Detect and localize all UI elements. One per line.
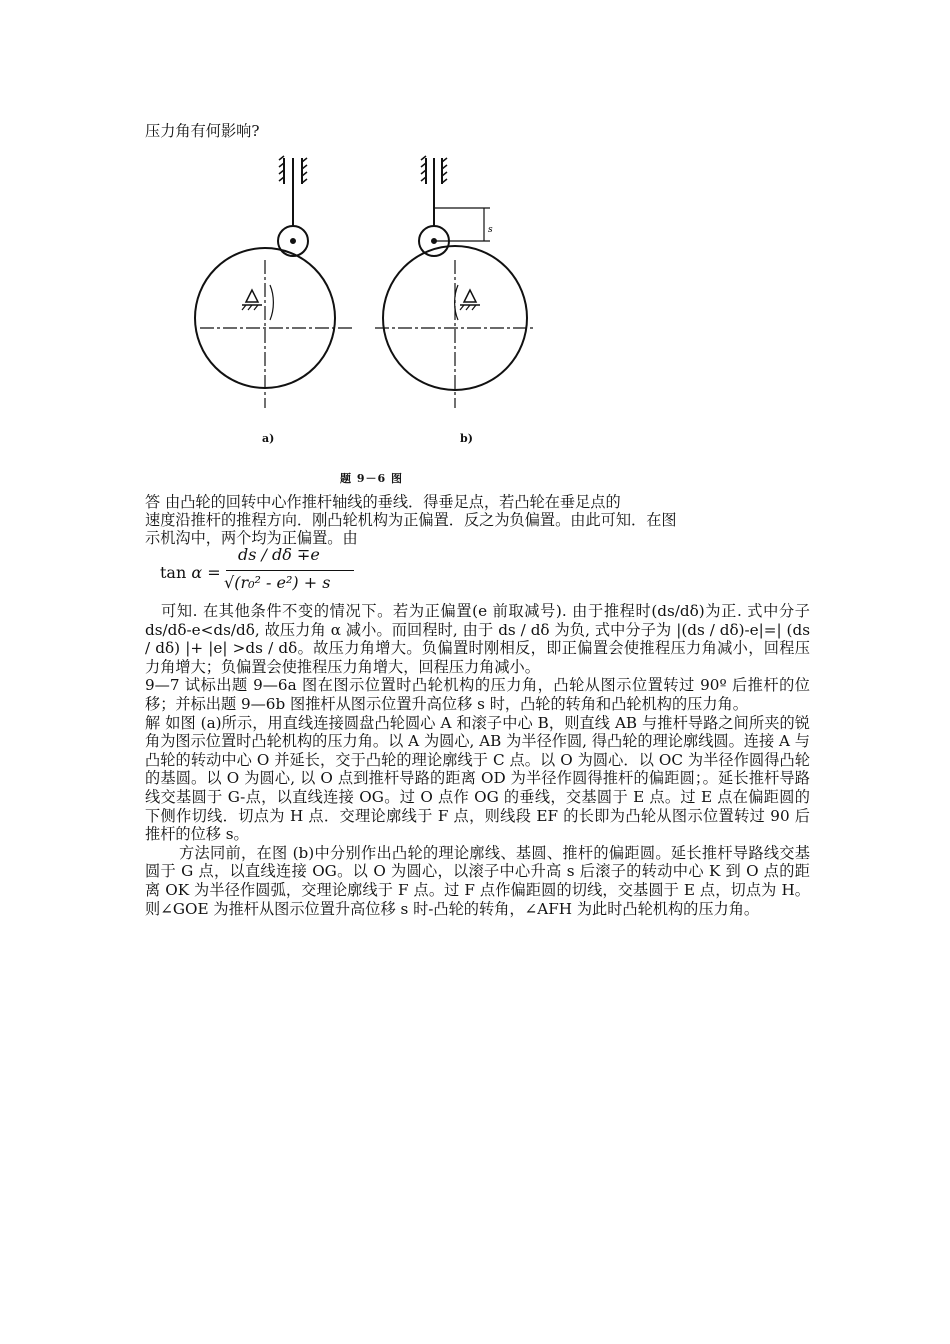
pivot-a — [246, 290, 258, 302]
formula-denominator: √(r₀² - e²) + s — [224, 573, 331, 592]
answer-line-3: 示机沟中，两个均为正偏置。由 — [145, 529, 358, 547]
answer-line-2: 速度沿推杆的推程方向．刚凸轮机构为正偏置．反之为负偏置。由此可知．在图 — [145, 511, 677, 529]
pressure-angle-formula: tan α = ds / dδ ∓e √(r₀² - e²) + s — [160, 545, 360, 603]
pivot-b — [464, 290, 476, 302]
fraction-bar — [226, 570, 354, 571]
question-tail: 压力角有何影响? — [145, 122, 260, 140]
cam-mechanism-figure — [170, 140, 590, 440]
formula-numerator: ds / dδ ∓e — [238, 545, 320, 564]
answer-line-1: 答 由凸轮的回转中心作推杆轴线的垂线．得垂足点，若凸轮在垂足点的 — [145, 493, 621, 511]
paragraph-question-9-7: 9—7 试标出题 9—6a 图在图示位置时凸轮机构的压力角，凸轮从图示位置转过 90º 后推杆的位移；并标出题 9—6b 图推杆从图示位置升高位移 s 时，凸轮的转角和凸轮机构的压力角。 — [145, 676, 810, 713]
paragraph-solution-b: 方法同前，在图 (b)中分别作出凸轮的理论廓线、基圆、推杆的偏距圆。延长推杆导路线交基圆于 G 点，以直线连接 OG。以 O 为圆心，以滚子中心升高 s 后滚子的转动中心 K 到 O 点的距离 OK 为半径作圆弧，交理论廓线于 F 点。过 F 点作偏距圆的切线，交基圆于 E 点，切点为 H。则∠GOE 为推杆从图示位置升高位移 s 时-凸轮的转角，∠AFH 为此时凸轮机构的压力角。 — [145, 843, 810, 918]
body-text — [145, 602, 810, 918]
figure-caption: 题 9－6 图 — [340, 472, 403, 485]
dimension-s-label: s — [488, 225, 493, 235]
paragraph-conclusion: 可知. 在其他条件不变的情况下。若为正偏置(e 前取减号). 由于推程时(ds/dδ)为正. 式中分子 ds/dδ-e<ds/dδ, 故压力角 α 减小。而回程时, 由于 ds / dδ 为负, 式中分子为 |(ds / dδ)-e|=| (ds / dδ) |+ |e| >ds / dδ。故压力角增大。负偏置时刚相反，即正偏置会使推程压力角减小，回程压力角增大；负偏置会使推程压力角增大，回程压力角减小。 — [145, 602, 810, 676]
figure-a-label: a) — [262, 432, 275, 445]
figure-b-label: b) — [460, 432, 473, 445]
paragraph-solution-a: 解 如图 (a)所示，用直线连接圆盘凸轮圆心 A 和滚子中心 B，则直线 AB 与推杆导路之间所夹的锐角为图示位置时凸轮机构的压力角。以 A 为圆心, AB 为半径作圆, 得凸轮的理论廓线圆。连接 A 与凸轮的转动中心 O 并延长，交于凸轮的理论廓线于 C 点。以 O 为圆心．以 OC 为半径作圆得凸轮的基圆。以 O 为圆心, 以 O 点到推杆导路的距离 OD 为半径作圆得推杆的偏距圆；。延长推杆导路线交基圆于 G-点，以直线连接 OG。过 O 点作 OG 的垂线，交基圆于 E 点。过 E 点在偏距圆的下侧作切线．切点为 H 点．交理论廓线于 F 点，则线段 EF 的长即为凸轮从图示位置转过 90 后推杆的位移 s。 — [145, 713, 810, 844]
